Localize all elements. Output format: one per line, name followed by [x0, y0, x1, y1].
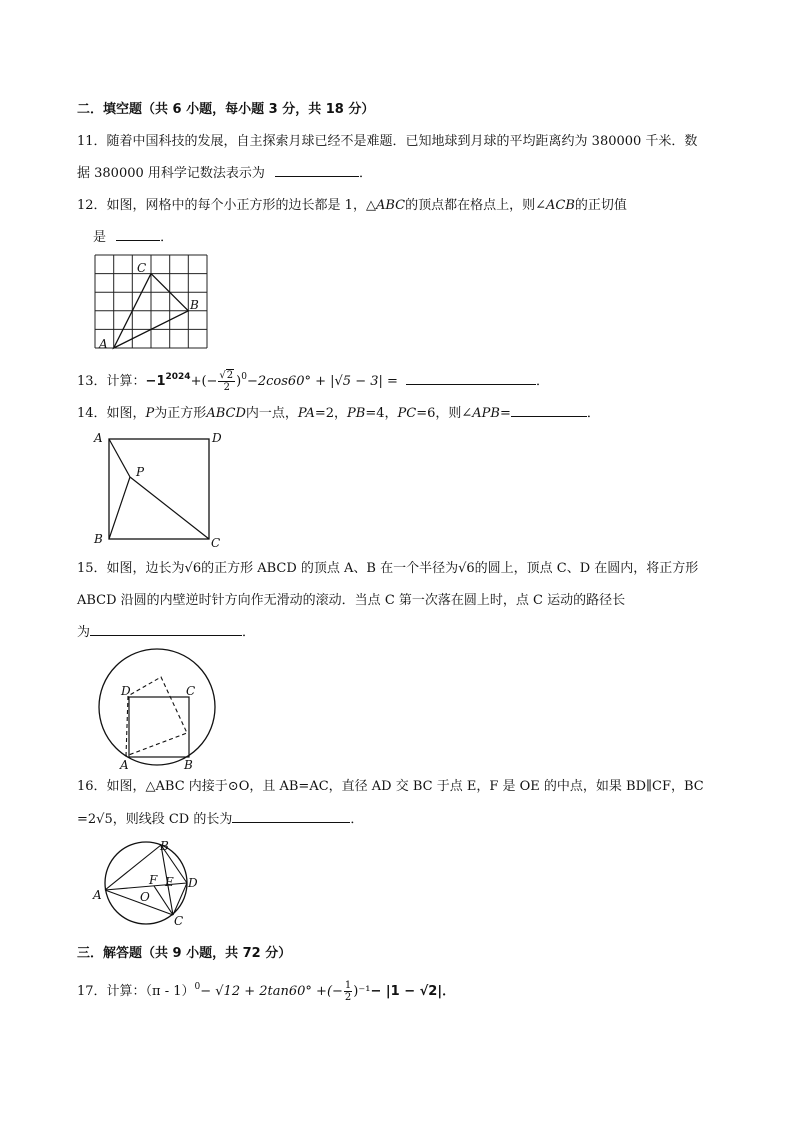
q11-answer-blank[interactable] [275, 164, 359, 177]
q16-label-f: F [149, 873, 158, 887]
q16-label-o: O [140, 890, 150, 904]
q14-apb: APB [472, 406, 500, 421]
q12-end: ． [160, 230, 174, 245]
q15-label-d: D [121, 684, 131, 698]
q14-pc-val: =6，则∠ [416, 406, 473, 421]
q16-line2 [77, 810, 363, 829]
q14-label-c: C [211, 536, 221, 550]
q16-label-d: D [188, 876, 198, 890]
q14-label-p: P [136, 465, 145, 479]
q12-text-d: 是 [93, 230, 107, 245]
q15-rotated-square [126, 677, 187, 756]
q13-end: ． [536, 374, 550, 389]
q14-text-a: 14．如图， [77, 406, 146, 421]
q13-answer-blank[interactable] [406, 372, 536, 385]
q15-line1: 15．如图，边长为√6的正方形 ABCD 的顶点 A、B 在一个半径为√6的圆上，顶点 C、D 在圆内，将正方形 [77, 561, 699, 576]
section-heading-fill-in: 二．填空题（共 6 小题，每小题 3 分，共 18 分） [77, 102, 375, 117]
q14-label-d: D [212, 431, 222, 445]
q14-square-figure [90, 430, 230, 550]
q17-num: 1 [344, 980, 352, 991]
q12-label-a: A [99, 337, 108, 351]
q17-den: 2 [344, 992, 352, 1003]
q16-circle-figure [90, 838, 210, 933]
q11-end: ． [359, 166, 373, 181]
q12-text-c: 的正切值 [574, 198, 627, 213]
q12-label-b: B [190, 298, 199, 312]
q14-text-b: 为正方形 [154, 406, 207, 421]
q14-end: ． [586, 406, 600, 421]
q14-abcd: ABCD [206, 406, 246, 421]
q16-end: ． [350, 812, 364, 827]
q17-exp0: 0 [194, 982, 201, 992]
q14-pc: PC [397, 406, 417, 421]
q15-label-a: A [120, 758, 129, 772]
q17-line [77, 980, 455, 1003]
q12-text-b: 的顶点都在格点上，则∠ [405, 198, 546, 213]
q12-line1 [77, 197, 627, 215]
q13-line [77, 370, 549, 393]
q14-text-c: 内一点， [245, 406, 298, 421]
q16-answer-blank[interactable] [232, 810, 350, 823]
q13-cos-part: −2cos60° + |√5 − 3| = [246, 374, 398, 389]
q13-den: 2 [223, 382, 230, 393]
q14-eq: = [499, 406, 511, 421]
q16-label-c: C [174, 914, 184, 928]
q14-p: P [145, 406, 155, 421]
q13-neg1: −1 [145, 374, 166, 389]
q14-pb-val: =4， [365, 406, 398, 421]
q15-label-b: B [184, 758, 193, 772]
q13-prefix: 13．计算： [77, 374, 146, 389]
q15-line3 [77, 623, 255, 642]
q16-line1: 16．如图，△ABC 内接于⊙O，且 AB=AC，直径 AD 交 BC 于点 E，F 是 OE 的中点，如果 BD∥CF，BC [77, 779, 704, 794]
q17-fraction [344, 980, 352, 1003]
q16-label-a: A [93, 888, 102, 902]
q13-close: ) [236, 374, 242, 389]
q17-tail: − |1 − √2|． [370, 984, 456, 999]
q15-square-abcd [129, 697, 189, 757]
q14-label-b: B [94, 532, 103, 546]
q15-circle-figure [90, 655, 230, 770]
q15-circle [99, 649, 215, 765]
q12-answer-blank[interactable] [116, 228, 160, 241]
q12-label-c: C [137, 261, 147, 275]
q12-grid-figure [88, 250, 218, 350]
q13-plus: +(− [190, 374, 218, 389]
q13-exp0: 0 [241, 372, 247, 382]
q14-label-a: A [94, 431, 103, 445]
q15-end: ． [242, 625, 256, 640]
q15-line2: ABCD 沿圆的内壁逆时针方向作无滑动的滚动．当点 C 第一次落在圆上时，点 C 运动的路径长 [77, 593, 626, 608]
q13-exp2024: 2024 [165, 372, 191, 382]
section-heading-solutions: 三．解答题（共 9 小题，共 72 分） [77, 946, 292, 961]
q14-answer-blank[interactable] [511, 404, 587, 417]
q11-line2 [77, 164, 372, 183]
q14-pb: PB [347, 406, 366, 421]
q11-line1: 11．随着中国科技的发展，自主探索月球已经不是难题．已知地球到月球的平均距离约为 380000 千米．数 [77, 134, 698, 149]
q15-text-c: 为 [77, 625, 91, 640]
q13-fraction: $\frac{√2}{2}$ [219, 370, 234, 393]
q16-label-b: B [160, 839, 169, 853]
q12-line2 [93, 228, 173, 247]
q12-text-a: 12．如图，网格中的每个小正方形的边长都是 1，△ [77, 198, 376, 213]
q15-label-c: C [186, 684, 196, 698]
q14-line [77, 404, 600, 423]
q17-prefix: 17．计算：（π - 1） [77, 984, 195, 999]
q17-exp-neg1: )⁻¹ [353, 984, 371, 999]
q16-text-b: =2√5，则线段 CD 的长为 [77, 812, 233, 827]
q15-answer-blank[interactable] [90, 623, 242, 636]
q12-acb: ACB [546, 198, 575, 213]
q13-sqrt2: 2 [226, 370, 234, 381]
q14-square-abcd [109, 439, 209, 539]
q17-mid: − √12 + 2tan60° +(− [200, 984, 343, 999]
q14-pa: PA [297, 406, 315, 421]
q12-abc: ABC [375, 198, 406, 213]
q16-label-e: E [165, 875, 174, 889]
q11-text: 据 380000 用科学记数法表示为 [77, 166, 265, 181]
q14-pa-val: =2， [314, 406, 348, 421]
